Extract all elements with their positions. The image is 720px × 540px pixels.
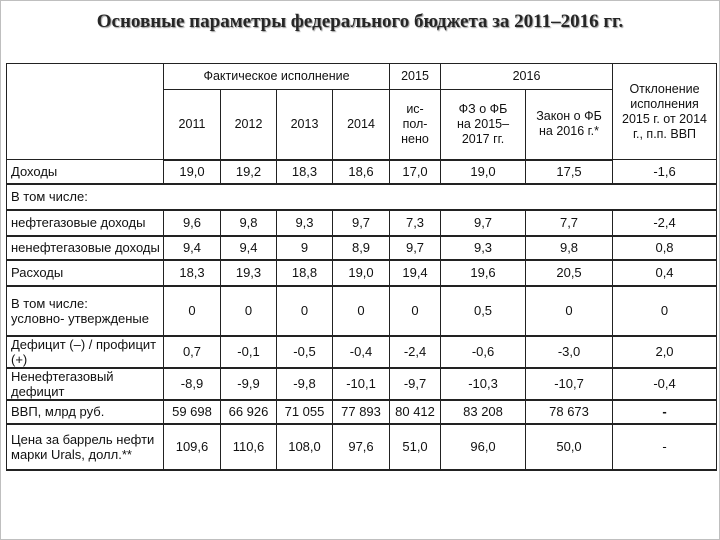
value-cell: 9,6 — [164, 210, 221, 236]
value-cell: 59 698 — [164, 400, 221, 424]
value-cell: 0 — [277, 286, 333, 336]
value-cell: 20,5 — [526, 260, 613, 286]
table-row — [7, 210, 717, 236]
table-row — [7, 368, 717, 400]
value-cell: 9,7 — [390, 236, 441, 260]
value-cell: 2,0 — [613, 336, 717, 368]
value-cell: 18,6 — [333, 160, 390, 184]
header-row-top — [7, 64, 717, 90]
value-cell: 0 — [526, 286, 613, 336]
value-cell: 17,5 — [526, 160, 613, 184]
row-label: В том числе: — [7, 184, 717, 210]
header-law: Закон о ФБ на 2016 г.* — [526, 90, 613, 160]
value-cell: 71 055 — [277, 400, 333, 424]
header-actual: Фактическое исполнение — [164, 64, 390, 90]
value-cell: 0,4 — [613, 260, 717, 286]
page-title: Основные параметры федерального бюджета за 2011–2016 гг. — [96, 11, 624, 32]
value-cell: 19,0 — [333, 260, 390, 286]
row-label: Дефицит (–) / профицит (+) — [7, 336, 164, 368]
value-cell: 0,5 — [441, 286, 526, 336]
value-cell: 9,7 — [333, 210, 390, 236]
value-cell: 9,3 — [441, 236, 526, 260]
value-cell: - — [613, 400, 717, 424]
table-row — [7, 336, 717, 368]
table-body — [7, 160, 717, 470]
value-cell: 109,6 — [164, 424, 221, 470]
value-cell: 19,0 — [164, 160, 221, 184]
header-year: 2013 — [277, 90, 333, 160]
value-cell: 7,7 — [526, 210, 613, 236]
value-cell: 77 893 — [333, 400, 390, 424]
value-cell: -10,7 — [526, 368, 613, 400]
table-row — [7, 260, 717, 286]
value-cell: 7,3 — [390, 210, 441, 236]
value-cell: 19,0 — [441, 160, 526, 184]
header-deviation: Отклонение исполнения 2015 г. от 2014 г., п.п. ВВП — [613, 64, 717, 160]
value-cell: -3,0 — [526, 336, 613, 368]
table-row — [7, 236, 717, 260]
value-cell: 80 412 — [390, 400, 441, 424]
value-cell: -8,9 — [164, 368, 221, 400]
budget-table-wrapper — [6, 63, 716, 465]
value-cell: -2,4 — [613, 210, 717, 236]
row-label: ненефтегазовые доходы — [7, 236, 164, 260]
value-cell: 19,2 — [221, 160, 277, 184]
value-cell: 0 — [333, 286, 390, 336]
row-label: В том числе: условно- утвержденые — [7, 286, 164, 336]
value-cell: 96,0 — [441, 424, 526, 470]
value-cell: 0 — [613, 286, 717, 336]
value-cell: 97,6 — [333, 424, 390, 470]
value-cell: 9,7 — [441, 210, 526, 236]
value-cell: -10,1 — [333, 368, 390, 400]
value-cell: 18,3 — [277, 160, 333, 184]
value-cell: 19,3 — [221, 260, 277, 286]
row-label: Доходы — [7, 160, 164, 184]
table-row — [7, 286, 717, 336]
value-cell: - — [613, 424, 717, 470]
value-cell: 78 673 — [526, 400, 613, 424]
value-cell: 83 208 — [441, 400, 526, 424]
value-cell: -0,1 — [221, 336, 277, 368]
value-cell: 9 — [277, 236, 333, 260]
value-cell: 18,8 — [277, 260, 333, 286]
header-corner — [7, 64, 164, 160]
value-cell: 0,7 — [164, 336, 221, 368]
row-label: Ненефтегазовый дефицит — [7, 368, 164, 400]
value-cell: 51,0 — [390, 424, 441, 470]
table-row — [7, 160, 717, 184]
row-label: ВВП, млрд руб. — [7, 400, 164, 424]
budget-table — [6, 63, 717, 471]
value-cell: 9,8 — [221, 210, 277, 236]
row-label: нефтегазовые доходы — [7, 210, 164, 236]
value-cell: 9,8 — [526, 236, 613, 260]
value-cell: 0 — [221, 286, 277, 336]
value-cell: 0 — [164, 286, 221, 336]
row-label: Расходы — [7, 260, 164, 286]
row-label: Цена за баррель нефти марки Urals, долл.** — [7, 424, 164, 470]
value-cell: 17,0 — [390, 160, 441, 184]
value-cell: 0,8 — [613, 236, 717, 260]
header-2016: 2016 — [441, 64, 613, 90]
value-cell: 50,0 — [526, 424, 613, 470]
value-cell: -9,8 — [277, 368, 333, 400]
value-cell: 0 — [390, 286, 441, 336]
value-cell: 18,3 — [164, 260, 221, 286]
value-cell: 19,4 — [390, 260, 441, 286]
header-year: 2011 — [164, 90, 221, 160]
table-row — [7, 184, 717, 210]
value-cell: -0,4 — [613, 368, 717, 400]
value-cell: 110,6 — [221, 424, 277, 470]
value-cell: 9,4 — [221, 236, 277, 260]
value-cell: -0,5 — [277, 336, 333, 368]
value-cell: -9,9 — [221, 368, 277, 400]
value-cell: -9,7 — [390, 368, 441, 400]
header-2015: 2015 — [390, 64, 441, 90]
value-cell: 9,4 — [164, 236, 221, 260]
value-cell: -0,4 — [333, 336, 390, 368]
value-cell: 9,3 — [277, 210, 333, 236]
header-year: 2012 — [221, 90, 277, 160]
header-fz: ФЗ о ФБ на 2015– 2017 гг. — [441, 90, 526, 160]
value-cell: -10,3 — [441, 368, 526, 400]
value-cell: -0,6 — [441, 336, 526, 368]
value-cell: 66 926 — [221, 400, 277, 424]
table-row — [7, 400, 717, 424]
value-cell: 19,6 — [441, 260, 526, 286]
table-row — [7, 424, 717, 470]
value-cell: -1,6 — [613, 160, 717, 184]
value-cell: 108,0 — [277, 424, 333, 470]
header-year: 2014 — [333, 90, 390, 160]
header-executed: ис- пол- нено — [390, 90, 441, 160]
value-cell: -2,4 — [390, 336, 441, 368]
value-cell: 8,9 — [333, 236, 390, 260]
